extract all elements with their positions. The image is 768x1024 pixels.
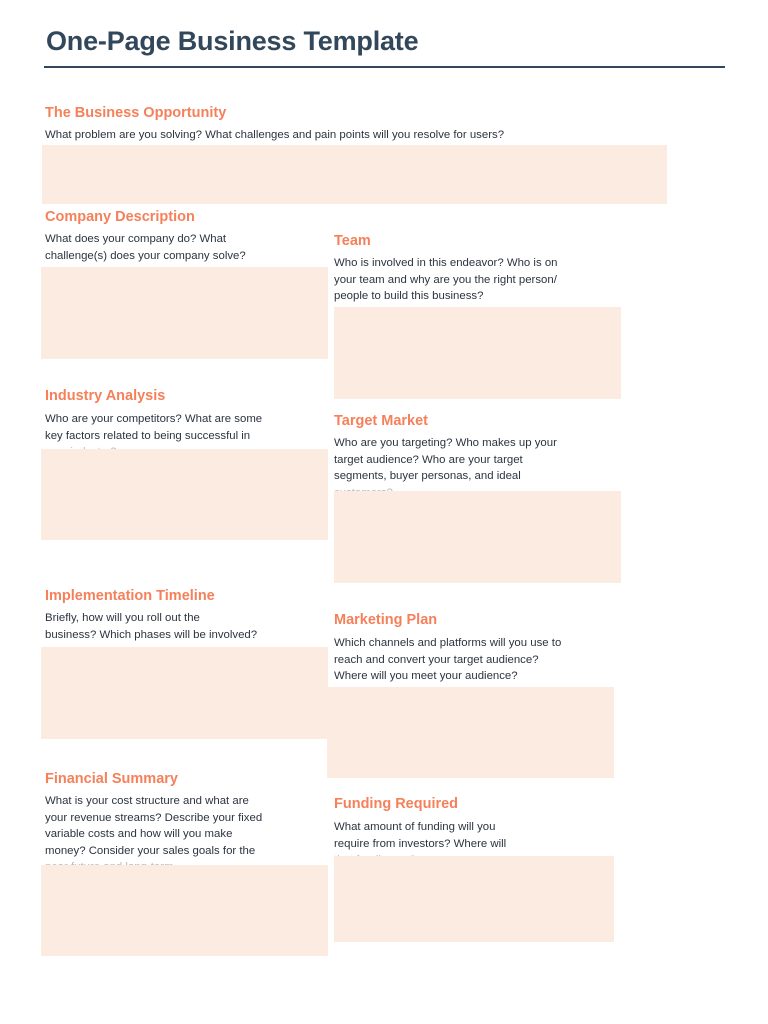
implementation-timeline-input-box[interactable] bbox=[41, 647, 328, 739]
industry-analysis-prompt-line-2: key factors related to being successful in bbox=[45, 429, 251, 442]
industry-analysis-prompt-line-1: Who are your competitors? What are some bbox=[45, 413, 263, 425]
team-prompt-line-3: people to build this business? bbox=[334, 290, 484, 302]
industry-analysis-input-box[interactable] bbox=[41, 449, 328, 540]
target-market-prompt-line-3: segments, buyer personas, and ideal bbox=[334, 470, 521, 482]
marketing-plan-prompt-line-1: Which channels and platforms will you use to bbox=[334, 637, 562, 649]
target-market-input-box[interactable] bbox=[334, 491, 621, 583]
page-title: One-Page Business Template bbox=[46, 26, 419, 56]
business-opportunity-input-box[interactable] bbox=[42, 145, 667, 204]
funding-required-heading: Funding Required bbox=[334, 796, 459, 812]
company-description-prompt-line-1: What does your company do? What bbox=[45, 233, 227, 245]
funding-required-prompt-line-2: require from investors? Where will bbox=[334, 837, 507, 850]
financial-summary-prompt-line-3: variable costs and how will you make bbox=[45, 828, 233, 840]
team-input-box[interactable] bbox=[334, 307, 621, 399]
company-description-prompt-line-2: challenge(s) does your company solve? bbox=[45, 249, 246, 262]
team-heading: Team bbox=[334, 233, 371, 249]
financial-summary-heading: Financial Summary bbox=[45, 771, 178, 787]
funding-required-prompt-line-1: What amount of funding will you bbox=[334, 821, 496, 833]
marketing-plan-prompt-line-2: reach and convert your target audience? bbox=[334, 653, 539, 666]
company-description-heading: Company Description bbox=[45, 209, 195, 225]
business-opportunity-prompt: What problem are you solving? What challenges and pain points will you resolve for users? bbox=[45, 129, 505, 141]
financial-summary-prompt-line-4: money? Consider your sales goals for the bbox=[45, 844, 256, 857]
industry-analysis-heading: Industry Analysis bbox=[45, 388, 166, 404]
title-divider bbox=[44, 66, 725, 68]
company-description-prompt bbox=[45, 231, 246, 264]
target-market-heading: Target Market bbox=[334, 413, 429, 429]
marketing-plan-prompt-line-3: Where will you meet your audience? bbox=[334, 670, 518, 682]
team-prompt bbox=[334, 255, 558, 305]
marketing-plan-heading: Marketing Plan bbox=[334, 612, 438, 628]
team-prompt-line-1: Who is involved in this endeavor? Who is on bbox=[334, 257, 558, 269]
company-description-input-box[interactable] bbox=[41, 267, 328, 359]
business-opportunity-heading: The Business Opportunity bbox=[45, 105, 227, 121]
marketing-plan-prompt bbox=[334, 635, 561, 685]
target-market-prompt-line-1: Who are you targeting? Who makes up your bbox=[334, 437, 557, 449]
financial-summary-prompt-line-1: What is your cost structure and what are bbox=[45, 795, 249, 807]
implementation-timeline-prompt-line-1: Briefly, how will you roll out the bbox=[45, 612, 200, 624]
financial-summary-prompt bbox=[45, 793, 262, 876]
financial-summary-prompt-line-2: your revenue streams? Describe your fixed bbox=[45, 811, 263, 824]
team-prompt-line-2: your team and why are you the right person/ bbox=[334, 273, 557, 286]
implementation-timeline-heading: Implementation Timeline bbox=[45, 588, 215, 604]
target-market-prompt-line-2: target audience? Who are your target bbox=[334, 453, 523, 466]
funding-required-input-box[interactable] bbox=[334, 856, 614, 942]
financial-summary-input-box[interactable] bbox=[41, 865, 328, 956]
marketing-plan-input-box[interactable] bbox=[327, 687, 614, 778]
implementation-timeline-prompt-line-2: business? Which phases will be involved? bbox=[45, 628, 258, 641]
implementation-timeline-prompt bbox=[45, 610, 257, 643]
